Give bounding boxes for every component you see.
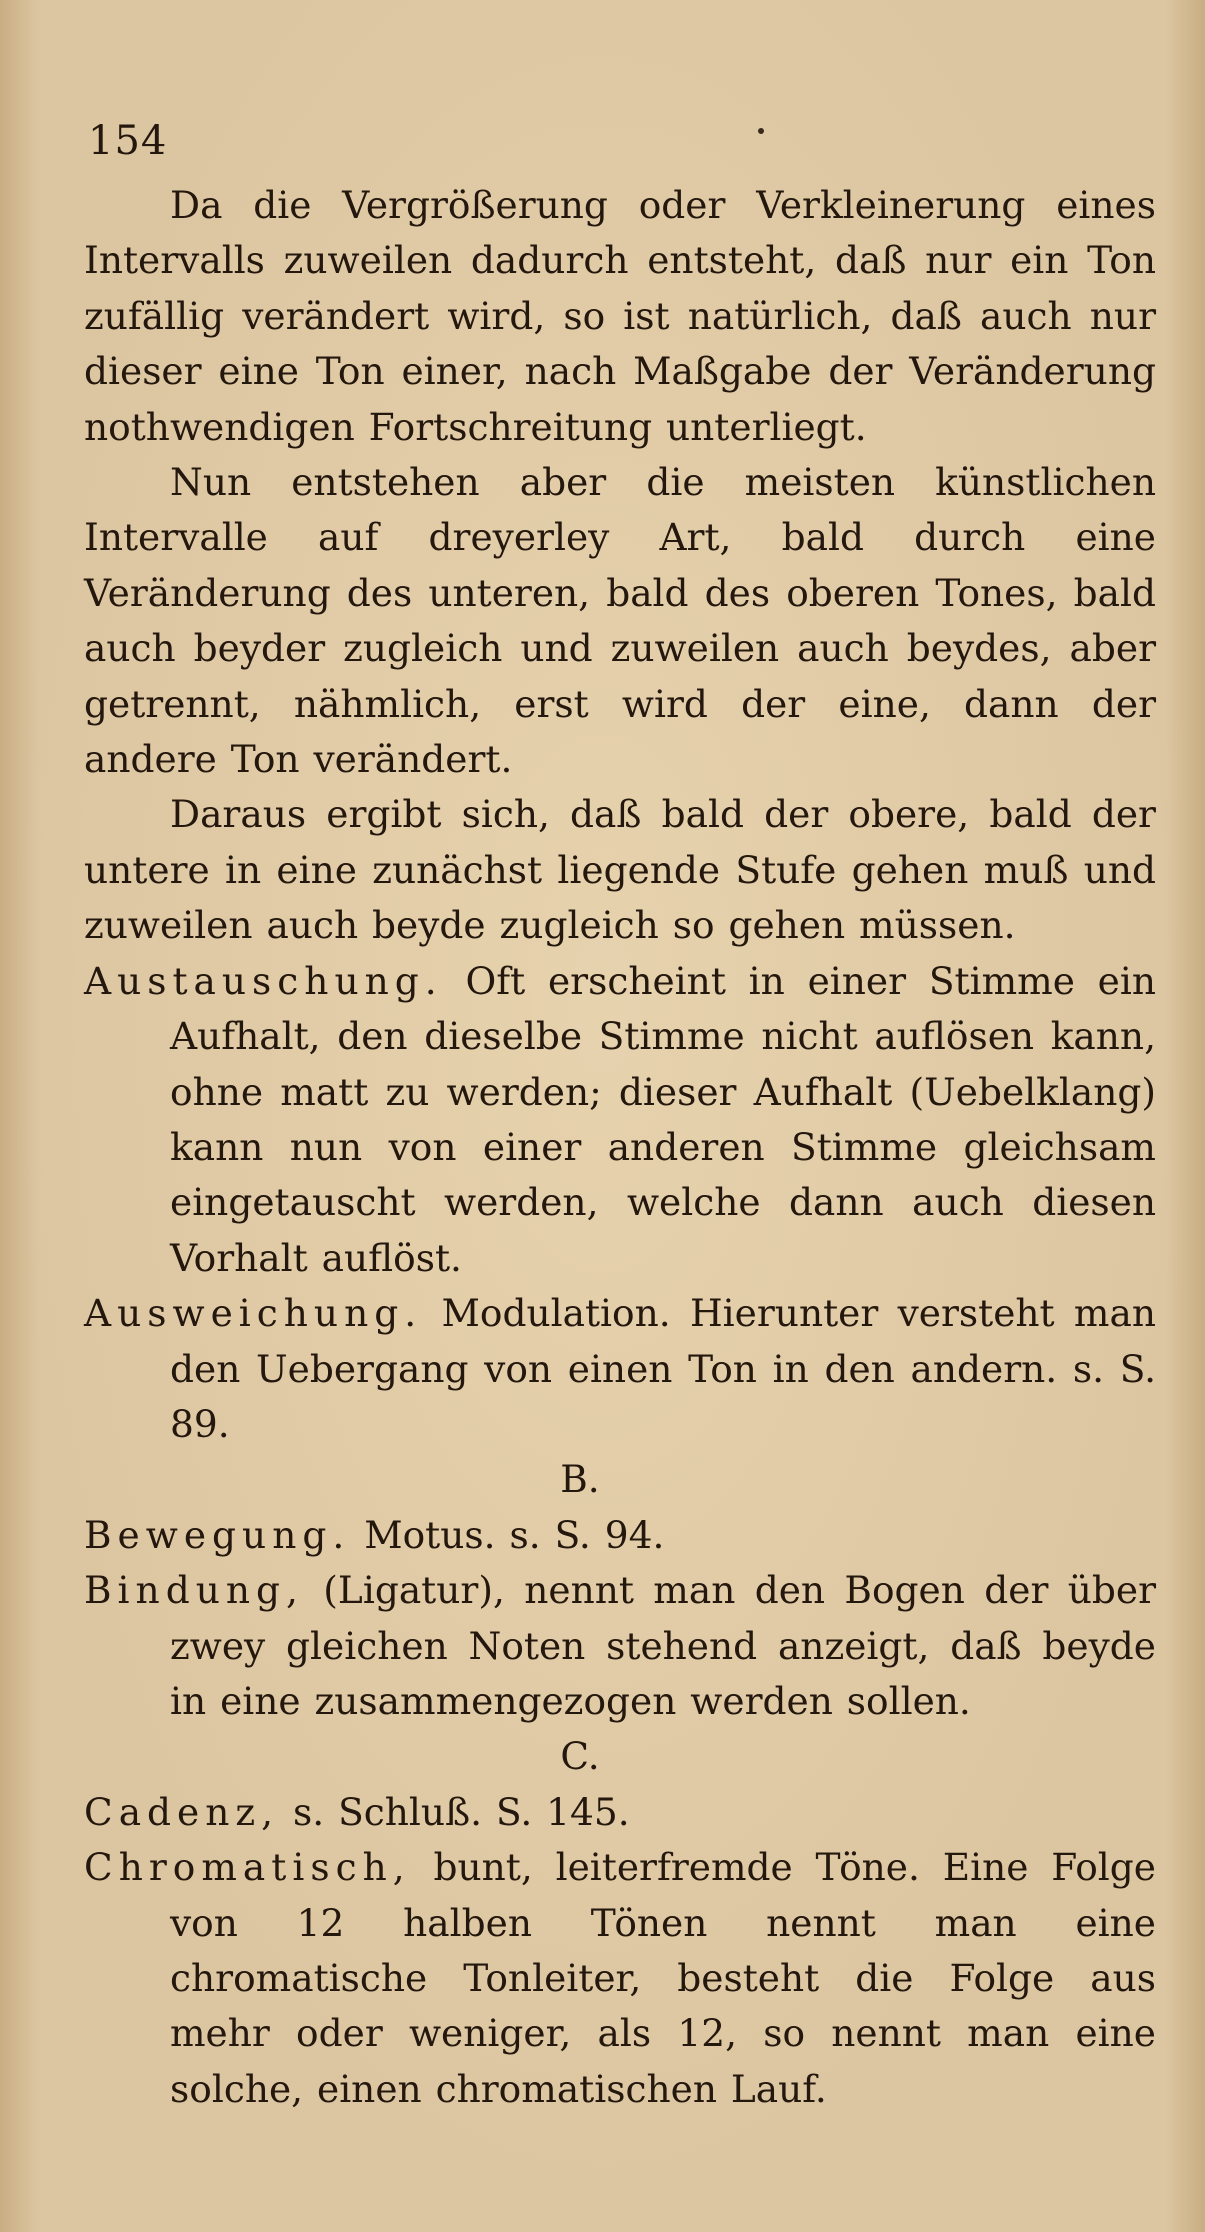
entry-term: Austauschung. [84,958,443,1003]
entry-term: Cadenz, [84,1789,280,1834]
entry-chromatisch [84,1840,1156,2117]
entry-term: Bindung, [84,1568,304,1613]
entry-bewegung [84,1508,1156,1563]
entry-text: (Ligatur), nennt man den Bogen der über zwey gleichen Noten stehend anzeigt, daß beyde in eine zusammengezogen werden sollen. [170,1568,1157,1723]
paragraph-2: Nun entstehen aber die meisten künstlichen Intervalle auf dreyerley Art, bald durch eine Veränderung des unteren, bald des oberen Tones, bald auch beyder zugleich und zuweilen auch beydes, aber getrennt, nähmlich, erst wird der eine, dann der andere Ton verändert. [84,460,1156,782]
entry-text: Oft erscheint in einer Stimme ein Aufhalt, den dieselbe Stimme nicht auflösen kann, ohne matt zu werden; dieser Aufhalt (Uebelklang) kann nun von einer anderen Stimme gleichsam eingetauscht werden, welche dann auch diesen Vorhalt auflöst. [170,958,1157,1280]
entry-text: bunt, leiterfremde Töne. Eine Folge von 12 halben Tönen nennt man eine chromatische Tonleiter, besteht die Folge aus mehr oder weniger, als 12, so nennt man eine solche, einen chromatischen Lauf. [170,1845,1156,2111]
entry-cadenz [84,1785,1156,1840]
entry-austauschung [84,954,1156,1286]
printer-mark-dot [758,128,764,134]
entry-term: Chromatisch, [84,1845,411,1890]
section-heading-b: B. [560,1457,600,1502]
section-heading-c: C. [560,1734,600,1779]
entry-text: Modulation. Hierunter versteht man den Uebergang von einen Ton in den andern. s. S. 89. [170,1291,1156,1446]
entry-text: s. Schluß. S. 145. [293,1789,630,1834]
page-text [84,178,1156,2117]
paragraph-1: Da die Vergrößerung oder Verkleinerung eines Intervalls zuweilen dadurch entsteht, daß nur ein Ton zufällig verändert wird, so ist natürlich, daß auch nur dieser eine Ton einer, nach Maßgabe der Veränderung nothwendigen Fortschreitung unterliegt. [84,183,1156,449]
entry-bindung [84,1563,1156,1729]
paragraph-3: Daraus ergibt sich, daß bald der obere, bald der untere in eine zunächst liegende Stufe gehen muß und zuweilen auch beyde zugleich so gehen müssen. [84,792,1156,948]
entry-term: Ausweichung. [84,1291,423,1336]
entry-term: Bewegung. [84,1512,351,1557]
entry-ausweichung [84,1286,1156,1452]
page-number: 154 [88,118,168,164]
entry-text: Motus. s. S. 94. [364,1512,665,1557]
